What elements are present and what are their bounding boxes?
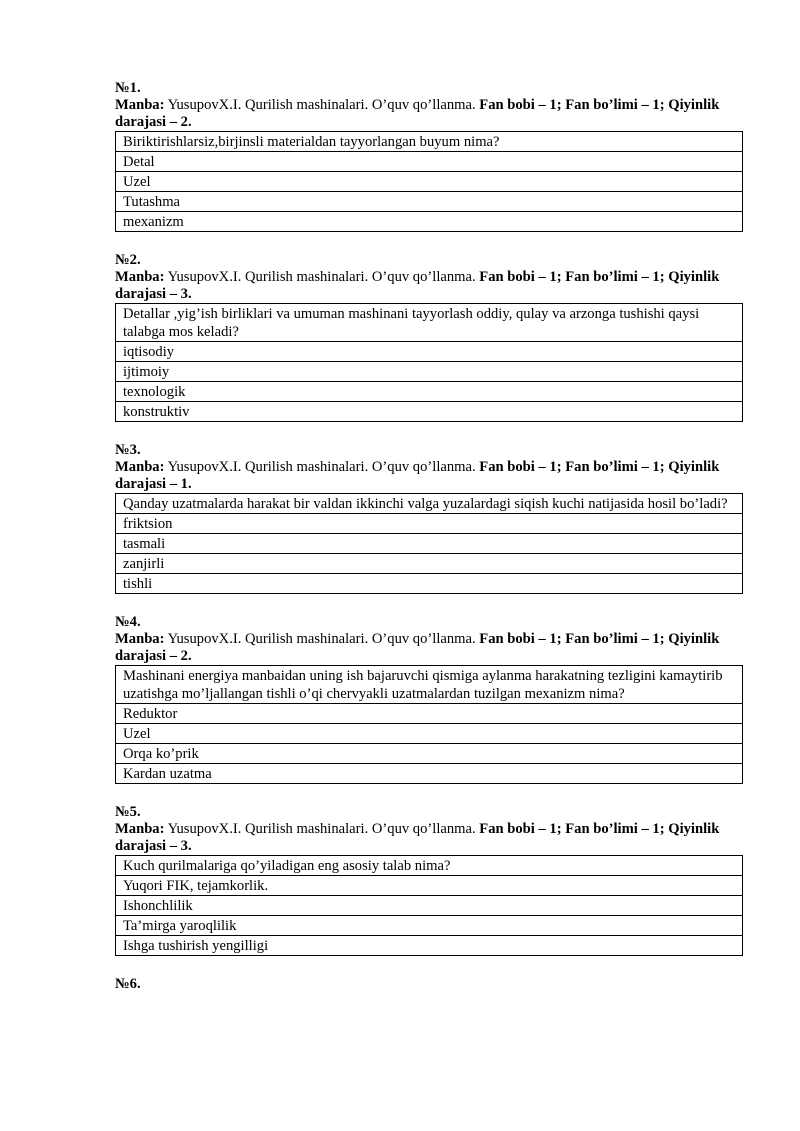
question-block-1	[115, 80, 742, 232]
answer-option: friktsion	[116, 514, 743, 534]
source-text: YusupovX.I. Qurilish mashinalari. O’quv qo’llanma.	[167, 631, 476, 647]
question-number: №1.	[115, 80, 141, 96]
section-info: Fan bobi – 1; Fan bo’limi – 1;	[479, 821, 665, 837]
source-text: YusupovX.I. Qurilish mashinalari. O’quv qo’llanma.	[167, 459, 476, 475]
question-number: №3.	[115, 442, 141, 458]
question-text: Mashinani energiya manbaidan uning ish bajaruvchi qismiga aylanma harakatning tezligini kamaytirib uzatishga mo’ljallangan tishli o’qi chervyakli uzatmalardan tuzilgan mexanizm nima?	[116, 666, 743, 704]
section-info: Fan bobi – 1; Fan bo’limi – 1;	[479, 269, 665, 285]
question-text: Qanday uzatmalarda harakat bir valdan ikkinchi valga yuzalardagi siqish kuchi natijasida hosil bo’ladi?	[116, 494, 743, 514]
question-block-2	[115, 252, 742, 422]
answer-option: Ishga tushirish yengilligi	[116, 936, 743, 956]
difficulty-info: Qiyinlik darajasi – 3.	[115, 821, 720, 854]
question-table	[115, 131, 743, 232]
answer-option: Orqa ko’prik	[116, 744, 743, 764]
question-block-6	[115, 976, 742, 993]
answer-option: ijtimoiy	[116, 362, 743, 382]
question-number: №4.	[115, 614, 141, 630]
answer-option: Ta’mirga yaroqlilik	[116, 916, 743, 936]
question-number: №6.	[115, 976, 141, 992]
question-meta	[115, 631, 742, 665]
answer-option: konstruktiv	[116, 402, 743, 422]
answer-option: mexanizm	[116, 212, 743, 232]
question-number: №5.	[115, 804, 141, 820]
source-text: YusupovX.I. Qurilish mashinalari. O’quv qo’llanma.	[167, 821, 476, 837]
answer-option: Uzel	[116, 724, 743, 744]
source-label: Manba:	[115, 97, 165, 113]
answer-option: Kardan uzatma	[116, 764, 743, 784]
answer-option: Tutashma	[116, 192, 743, 212]
question-meta	[115, 459, 742, 493]
answer-option: iqtisodiy	[116, 342, 743, 362]
answer-option: Yuqori FIK, tejamkorlik.	[116, 876, 743, 896]
answer-option: tishli	[116, 574, 743, 594]
answer-option: tasmali	[116, 534, 743, 554]
answer-option: Ishonchlilik	[116, 896, 743, 916]
question-meta	[115, 821, 742, 855]
source-text: YusupovX.I. Qurilish mashinalari. O’quv qo’llanma.	[167, 269, 476, 285]
question-table	[115, 303, 743, 422]
question-block-4	[115, 614, 742, 784]
difficulty-info: Qiyinlik darajasi – 2.	[115, 97, 720, 130]
question-text: Detallar ,yig’ish birliklari va umuman mashinani tayyorlash oddiy, qulay va arzonga tushishi qaysi talabga mos keladi?	[116, 304, 743, 342]
question-number: №2.	[115, 252, 141, 268]
source-label: Manba:	[115, 821, 165, 837]
question-table	[115, 493, 743, 594]
answer-option: Reduktor	[116, 704, 743, 724]
question-block-3	[115, 442, 742, 594]
section-info: Fan bobi – 1; Fan bo’limi – 1;	[479, 631, 665, 647]
section-info: Fan bobi – 1; Fan bo’limi – 1;	[479, 97, 665, 113]
source-label: Manba:	[115, 631, 165, 647]
question-block-5	[115, 804, 742, 956]
difficulty-info: Qiyinlik darajasi – 2.	[115, 631, 720, 664]
source-label: Manba:	[115, 459, 165, 475]
question-table	[115, 855, 743, 956]
question-text: Biriktirishlarsiz,birjinsli materialdan tayyorlangan buyum nima?	[116, 132, 743, 152]
source-text: YusupovX.I. Qurilish mashinalari. O’quv qo’llanma.	[167, 97, 476, 113]
difficulty-info: Qiyinlik darajasi – 1.	[115, 459, 720, 492]
answer-option: texnologik	[116, 382, 743, 402]
section-info: Fan bobi – 1; Fan bo’limi – 1;	[479, 459, 665, 475]
source-label: Manba:	[115, 269, 165, 285]
difficulty-info: Qiyinlik darajasi – 3.	[115, 269, 720, 302]
question-text: Kuch qurilmalariga qo’yiladigan eng asosiy talab nima?	[116, 856, 743, 876]
question-meta	[115, 97, 742, 131]
question-meta	[115, 269, 742, 303]
answer-option: zanjirli	[116, 554, 743, 574]
answer-option: Detal	[116, 152, 743, 172]
answer-option: Uzel	[116, 172, 743, 192]
question-table	[115, 665, 743, 784]
